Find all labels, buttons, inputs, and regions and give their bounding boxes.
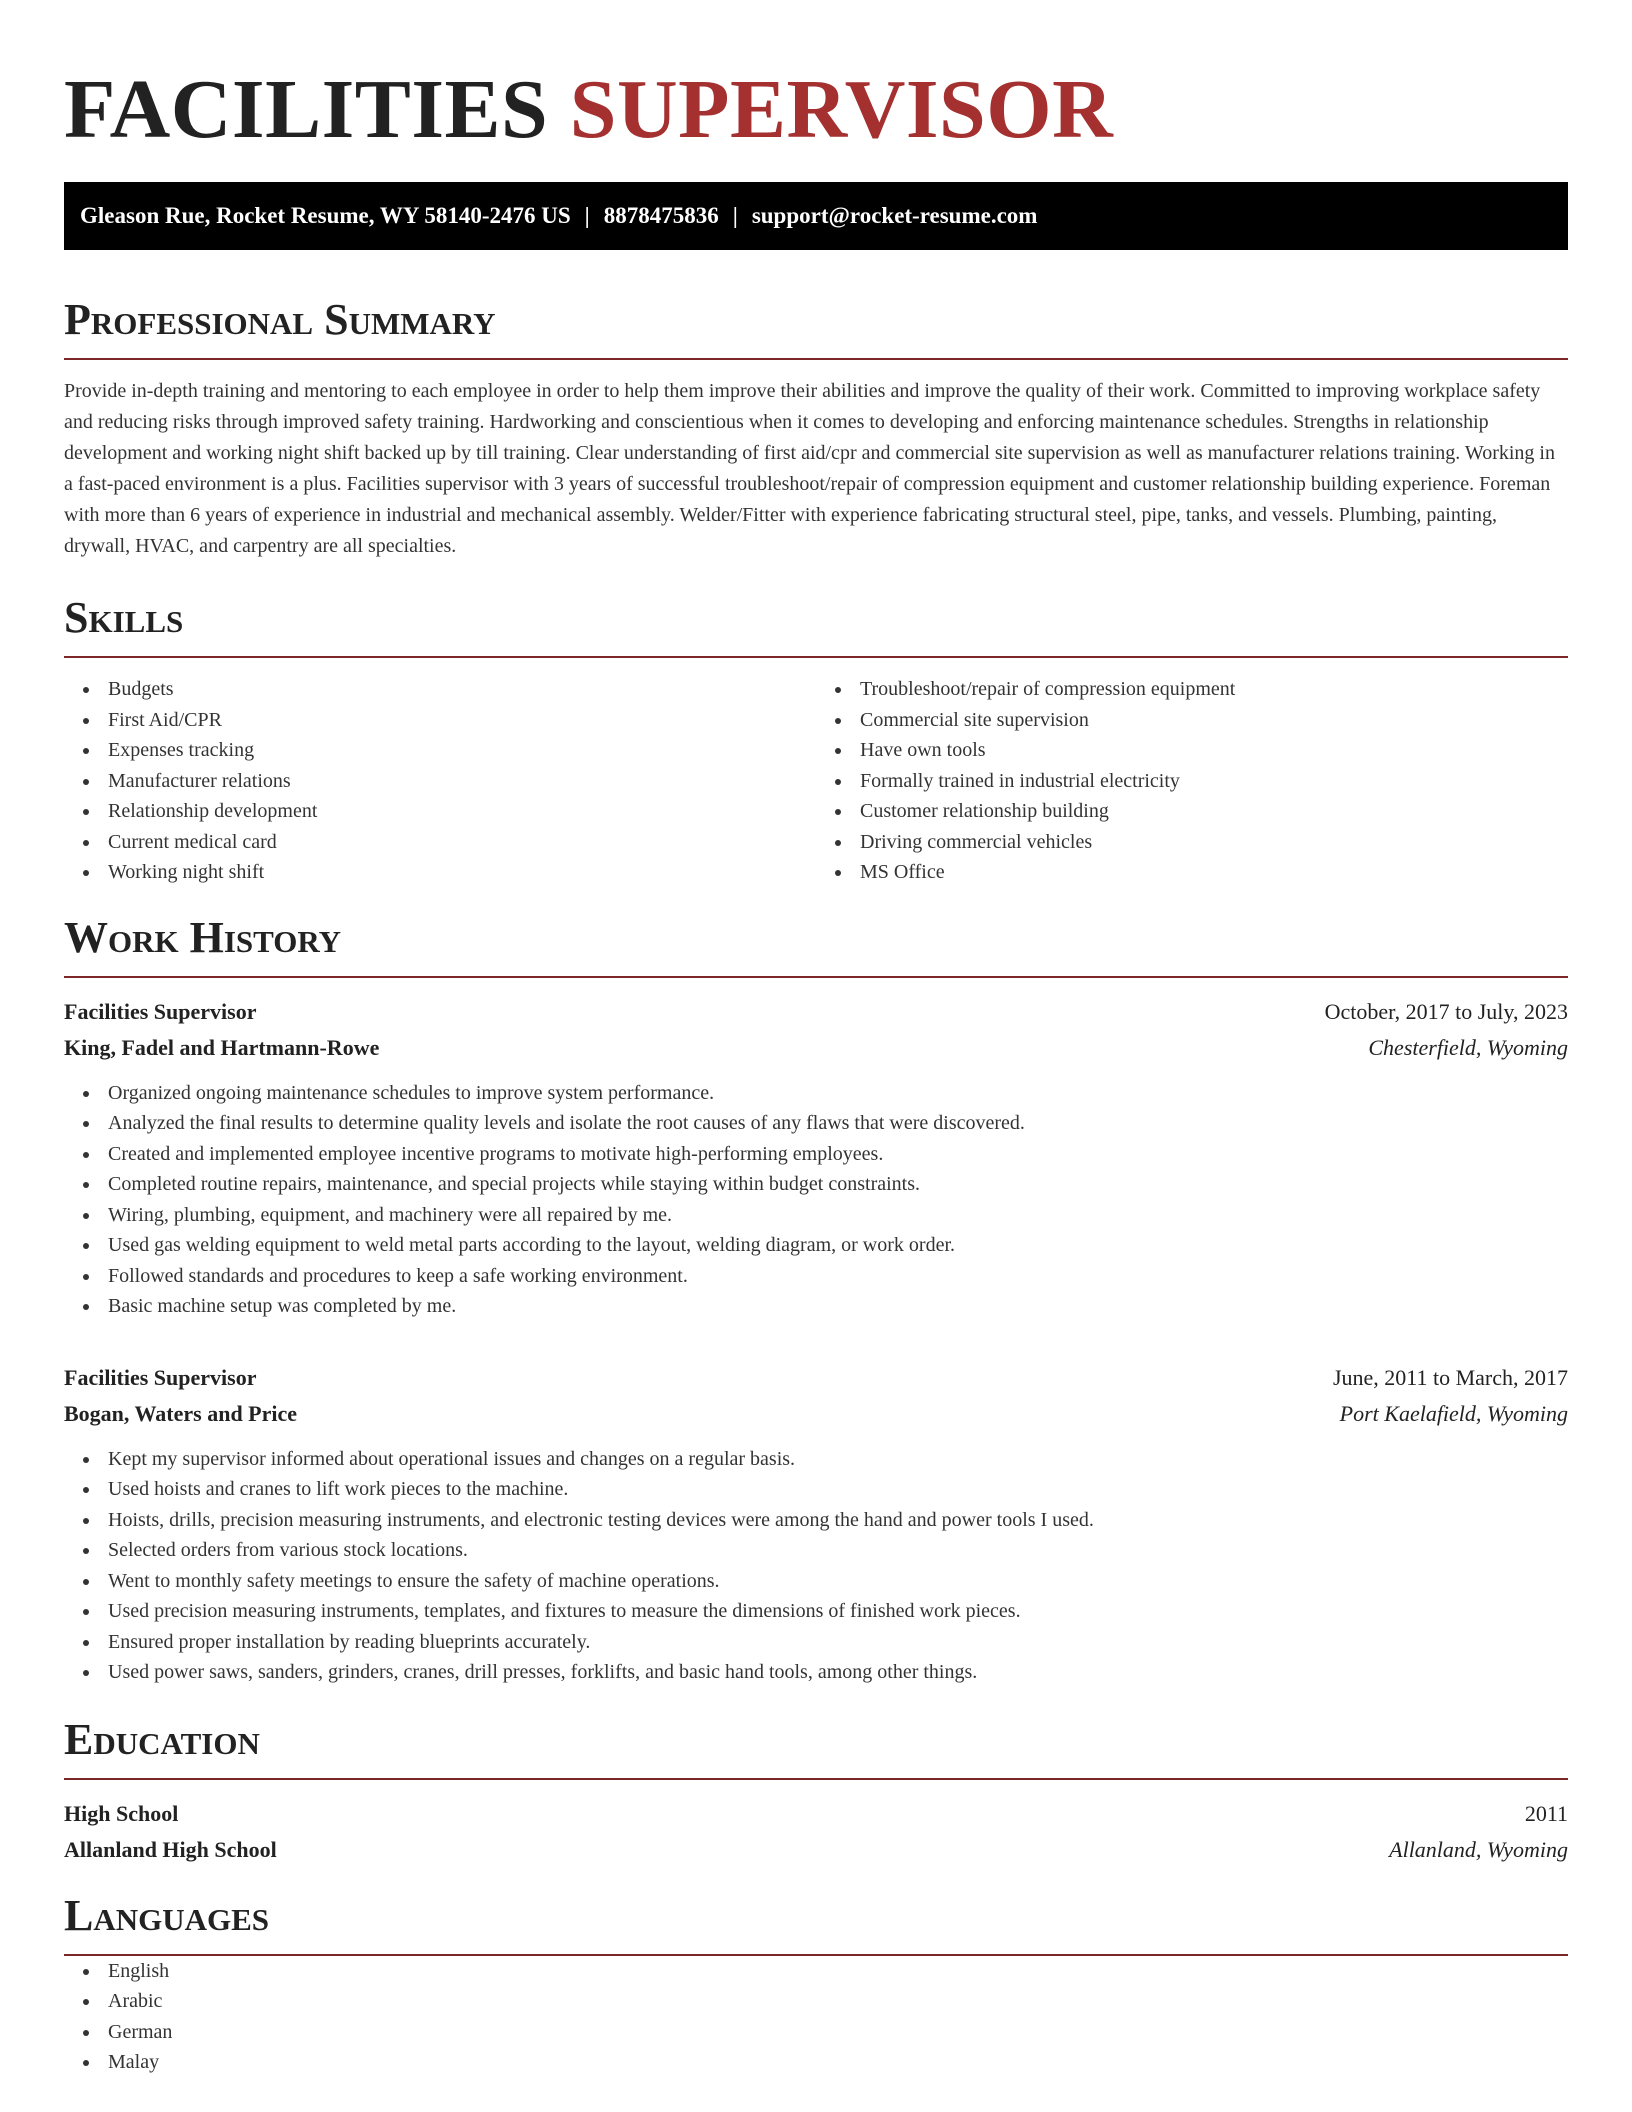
job-duty: Used hoists and cranes to lift work pieces to the machine. [64,1474,1568,1505]
skill-item: Manufacturer relations [64,766,816,797]
job-title: Facilities Supervisor [64,998,257,1024]
contact-email: support@rocket-resume.com [751,203,1038,228]
job-duty: Completed routine repairs, maintenance, and special projects while staying within budget constraints. [64,1169,1568,1200]
skills-section [64,592,1568,888]
language-item: German [64,2017,1568,2048]
language-item: English [64,1956,1568,1987]
education-degree: High School [64,1800,179,1826]
job-duties-list [64,1078,1568,1322]
job-duty: Organized ongoing maintenance schedules to improve system performance. [64,1078,1568,1109]
resume-title [64,58,1568,174]
summary-text: Provide in-depth training and mentoring to each employee in order to help them improve their abilities and improve the quality of their work. Committed to improving workplace safety and reducing risks through improved safety training. Hardworking and conscientious when it comes to developing and enforcing maintenance schedules. Strengths in relationship development and working night shift backed up by till training. Clear understanding of first aid/cpr and commercial site supervision as well as manufacturer relations training. Working in a fast-paced environment is a plus. Facilities supervisor with 3 years of successful troubleshoot/repair of compression equipment and customer relationship building experience. Foreman with more than 6 years of experience in industrial and mechanical assembly. Welder/Fitter with experience fabricating structural steel, pipe, tanks, and vessels. Plumbing, painting, drywall, HVAC, and carpentry are all specialties. [64,380,1555,557]
skills-grid [64,674,1568,888]
job-duty: Selected orders from various stock locations. [64,1535,1568,1566]
skill-item: Expenses tracking [64,735,816,766]
job-company: King, Fadel and Hartmann-Rowe [64,1034,380,1060]
languages-list [64,1956,1568,2078]
skills-column-left [64,674,816,888]
education-school-row [64,1832,1568,1868]
education-heading: Education [64,1714,1568,1780]
job-duty: Created and implemented employee incentive programs to motivate high-performing employees. [64,1139,1568,1170]
education-school: Allanland High School [64,1836,277,1862]
contact-separator: | [732,203,738,228]
job-duty: Wiring, plumbing, equipment, and machinery were all repaired by me. [64,1200,1568,1231]
skill-item: Driving commercial vehicles [816,827,1568,858]
title-accent: SUPERVISOR [569,63,1114,156]
job-duties-list [64,1444,1568,1688]
skill-item: Current medical card [64,827,816,858]
job-duty: Used power saws, sanders, grinders, cranes, drill presses, forklifts, and basic hand tools, among other things. [64,1657,1568,1688]
job-location: Port Kaelafield, Wyoming [1339,1400,1568,1426]
job-duty: Basic machine setup was completed by me. [64,1291,1568,1322]
languages-heading: Languages [64,1890,1568,1956]
education-degree-row [64,1796,1568,1832]
skill-item: Formally trained in industrial electricity [816,766,1568,797]
languages-section [64,1890,1568,2078]
language-item: Arabic [64,1986,1568,2017]
job-entry [64,994,1568,1322]
education-location: Allanland, Wyoming [1389,1836,1568,1862]
work-history-section [64,912,1568,1688]
language-item: Malay [64,2047,1568,2078]
skills-list-right [816,674,1568,888]
job-duty: Followed standards and procedures to keep a safe working environment. [64,1261,1568,1292]
summary-heading: Professional Summary [64,294,1568,360]
job-duty: Hoists, drills, precision measuring instruments, and electronic testing devices were among the hand and power tools I used. [64,1505,1568,1536]
job-company-row [64,1030,1568,1066]
skill-item: Troubleshoot/repair of compression equipment [816,674,1568,705]
job-location: Chesterfield, Wyoming [1368,1034,1568,1060]
job-duty: Used gas welding equipment to weld metal parts according to the layout, welding diagram, or work order. [64,1230,1568,1261]
job-company: Bogan, Waters and Price [64,1400,298,1426]
job-duty: Used precision measuring instruments, templates, and fixtures to measure the dimensions of finished work pieces. [64,1596,1568,1627]
skill-item: MS Office [816,857,1568,888]
skills-list-left [64,674,816,888]
job-title-row [64,1360,1568,1396]
job-duty: Ensured proper installation by reading blueprints accurately. [64,1627,1568,1658]
job-company-row [64,1396,1568,1432]
skill-item: Budgets [64,674,816,705]
job-dates: October, 2017 to July, 2023 [1324,998,1568,1024]
education-year: 2011 [1524,1800,1568,1826]
skill-item: Have own tools [816,735,1568,766]
skills-heading: Skills [64,592,1568,658]
job-title-row [64,994,1568,1030]
education-entry [64,1796,1568,1868]
skill-item: Commercial site supervision [816,705,1568,736]
contact-phone: 8878475836 [603,203,719,228]
job-entry [64,1360,1568,1688]
job-title: Facilities Supervisor [64,1364,257,1390]
job-dates: June, 2011 to March, 2017 [1332,1364,1568,1390]
job-duty: Went to monthly safety meetings to ensure the safety of machine operations. [64,1566,1568,1597]
work-history-heading: Work History [64,912,1568,978]
job-duty: Kept my supervisor informed about operational issues and changes on a regular basis. [64,1444,1568,1475]
skill-item: Working night shift [64,857,816,888]
contact-address: Gleason Rue, Rocket Resume, WY 58140-2476 US [80,203,571,228]
skill-item: First Aid/CPR [64,705,816,736]
summary-section [64,294,1568,562]
job-duty: Analyzed the final results to determine quality levels and isolate the root causes of any flaws that were discovered. [64,1108,1568,1139]
contact-separator: | [584,203,590,228]
skills-column-right [816,674,1568,888]
contact-bar [64,182,1568,250]
title-main: FACILITIES [64,63,549,156]
skill-item: Relationship development [64,796,816,827]
education-section [64,1714,1568,1868]
skill-item: Customer relationship building [816,796,1568,827]
